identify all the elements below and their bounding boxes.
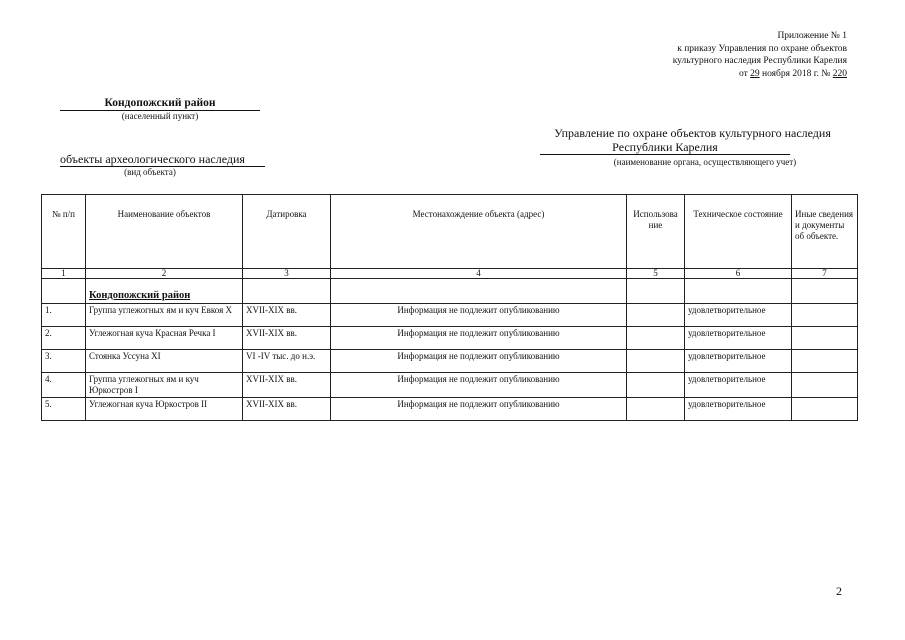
appendix-line2: к приказу Управления по охране объектов [677, 43, 847, 54]
organization-line1: Управление по охране объектов культурного наследия [554, 126, 831, 140]
colnum: 2 [86, 269, 243, 279]
header-location: Местонахождение объекта (адрес) [331, 195, 627, 269]
date-month-year: ноября 2018 г. № [762, 68, 831, 79]
colnum: 4 [331, 269, 627, 279]
heritage-register-table [41, 194, 858, 421]
district-row-label: Кондопожский район [89, 290, 191, 301]
row-name: Группа углежогных ям и куч Юркостров I [86, 373, 243, 398]
row-dating: XVII-XIX вв. [243, 398, 331, 421]
row-num: 1. [42, 304, 86, 327]
header-other: Иные сведения и документы об объекте. [792, 195, 858, 269]
row-num: 3. [42, 350, 86, 373]
row-other [792, 373, 858, 398]
colnum: 3 [243, 269, 331, 279]
header-usage: Использова ние [627, 195, 685, 269]
table-row [42, 350, 858, 373]
appendix-date [587, 68, 847, 81]
row-name: Стоянка Уссуна XI [86, 350, 243, 373]
colnum: 7 [792, 269, 858, 279]
row-num: 2. [42, 327, 86, 350]
header-name: Наименование объектов [86, 195, 243, 269]
row-dating: VI -IV тыс. до н.э. [243, 350, 331, 373]
row-condition: удовлетворительное [685, 350, 792, 373]
row-name: Группа углежогных ям и куч Евкоя Х [86, 304, 243, 327]
appendix-block [587, 30, 847, 80]
district-caption: (населенный пункт) [121, 111, 199, 121]
row-location: Информация не подлежит опубликованию [331, 350, 627, 373]
row-usage [627, 327, 685, 350]
order-number: 220 [832, 68, 847, 79]
row-usage [627, 373, 685, 398]
row-num: 5. [42, 398, 86, 421]
row-dating: XVII-XIX вв. [243, 373, 331, 398]
row-usage [627, 304, 685, 327]
colnum: 1 [42, 269, 86, 279]
page-number: 2 [836, 584, 842, 598]
object-type: объекты археологического наследия [60, 152, 265, 167]
colnum: 6 [685, 269, 792, 279]
table-row [42, 373, 858, 398]
row-location: Информация не подлежит опубликованию [331, 304, 627, 327]
date-prefix: от [738, 68, 748, 79]
row-location: Информация не подлежит опубликованию [331, 398, 627, 421]
district-name: Кондопожский район [60, 96, 260, 111]
table-row [42, 327, 858, 350]
row-condition: удовлетворительное [685, 398, 792, 421]
header-condition: Техническое состояние [685, 195, 792, 269]
organization-caption: (наименование органа, осуществляющего учет) [613, 157, 797, 167]
table-row [42, 304, 858, 327]
table-header-row [42, 195, 858, 269]
row-condition: удовлетворительное [685, 304, 792, 327]
row-name: Углежогная куча Красная Речка I [86, 327, 243, 350]
header-dating: Датировка [243, 195, 331, 269]
table-row [42, 398, 858, 421]
row-other [792, 304, 858, 327]
row-dating: XVII-XIX вв. [243, 327, 331, 350]
row-location: Информация не подлежит опубликованию [331, 373, 627, 398]
column-numbers-row [42, 269, 858, 279]
organization-line2: Республики Карелия [540, 140, 790, 155]
row-usage [627, 398, 685, 421]
row-num: 4. [42, 373, 86, 398]
row-condition: удовлетворительное [685, 327, 792, 350]
appendix-line1: Приложение № 1 [777, 31, 847, 41]
row-condition: удовлетворительное [685, 373, 792, 398]
appendix-line3: культурного наследия Республики Карелия [672, 56, 847, 66]
object-type-caption: (вид объекта) [124, 167, 176, 177]
date-day: 29 [750, 68, 760, 79]
row-other [792, 350, 858, 373]
colnum: 5 [627, 269, 685, 279]
district-row [42, 279, 858, 304]
row-usage [627, 350, 685, 373]
row-dating: XVII-XIX вв. [243, 304, 331, 327]
row-other [792, 327, 858, 350]
header-num: № п/п [42, 195, 86, 269]
row-location: Информация не подлежит опубликованию [331, 327, 627, 350]
row-other [792, 398, 858, 421]
row-name: Углежогная куча Юркостров II [86, 398, 243, 421]
